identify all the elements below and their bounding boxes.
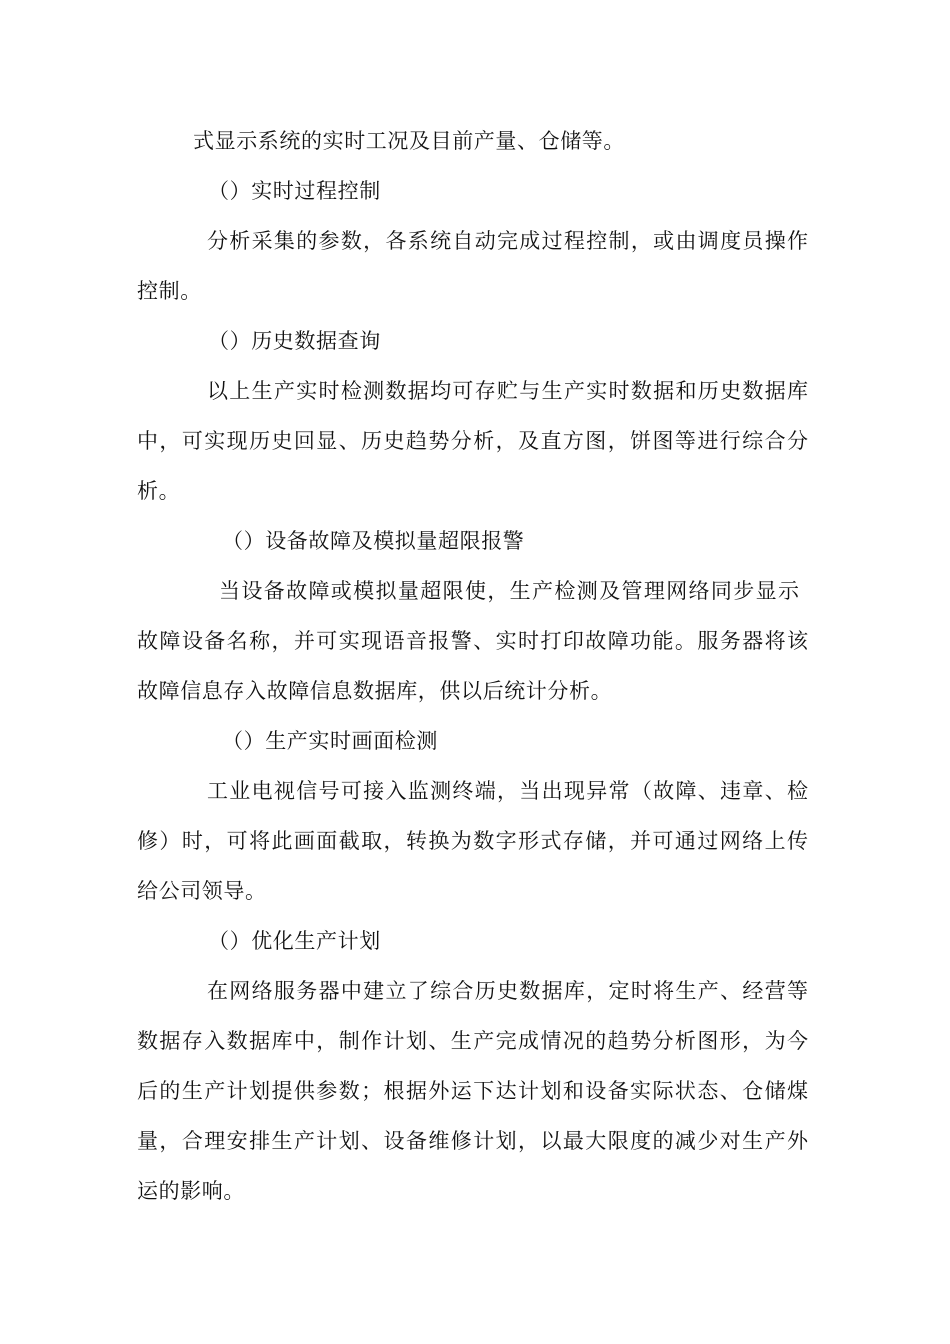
body-text-line: 式显示系统的实时工况及目前产量、仓储等。 (193, 129, 625, 153)
body-text-line: 中，可实现历史回显、历史趋势分析，及直方图，饼图等进行综合分 (137, 429, 808, 453)
body-text-line: 故障设备名称，并可实现语音报警、实时打印故障功能。服务器将该 (137, 629, 808, 653)
body-text-line: 析。 (137, 479, 181, 503)
body-text-line: 修）时，可将此画面截取，转换为数字形式存储，并可通过网络上传 (137, 829, 808, 853)
body-text-line: 当设备故障或模拟量超限使，生产检测及管理网络同步显示 (219, 579, 799, 603)
section-heading: （）生产实时画面检测 (222, 729, 438, 753)
body-text-line: 量，合理安排生产计划、设备维修计划，以最大限度的减少对生产外 (137, 1129, 808, 1153)
body-text-line: 运的影响。 (137, 1179, 245, 1203)
body-text-line: 在网络服务器中建立了综合历史数据库，定时将生产、经营等 (207, 979, 808, 1003)
body-text-line: 工业电视信号可接入监测终端，当出现异常（故障、违章、检 (207, 779, 808, 803)
body-text-line: 分析采集的参数，各系统自动完成过程控制，或由调度员操作 (207, 229, 808, 253)
section-heading: （）优化生产计划 (208, 929, 381, 953)
body-text-line: 给公司领导。 (137, 879, 267, 903)
body-text-line: 控制。 (137, 279, 202, 303)
section-heading: （）历史数据查询 (208, 329, 381, 353)
body-text-line: 以上生产实时检测数据均可存贮与生产实时数据和历史数据库 (207, 379, 808, 403)
section-heading: （）设备故障及模拟量超限报警 (222, 529, 525, 553)
body-text-line: 故障信息存入故障信息数据库，供以后统计分析。 (137, 679, 613, 703)
body-text-line: 数据存入数据库中，制作计划、生产完成情况的趋势分析图形，为今 (137, 1029, 808, 1053)
section-heading: （）实时过程控制 (208, 179, 381, 203)
body-text-line: 后的生产计划提供参数；根据外运下达计划和设备实际状态、仓储煤 (137, 1079, 808, 1103)
